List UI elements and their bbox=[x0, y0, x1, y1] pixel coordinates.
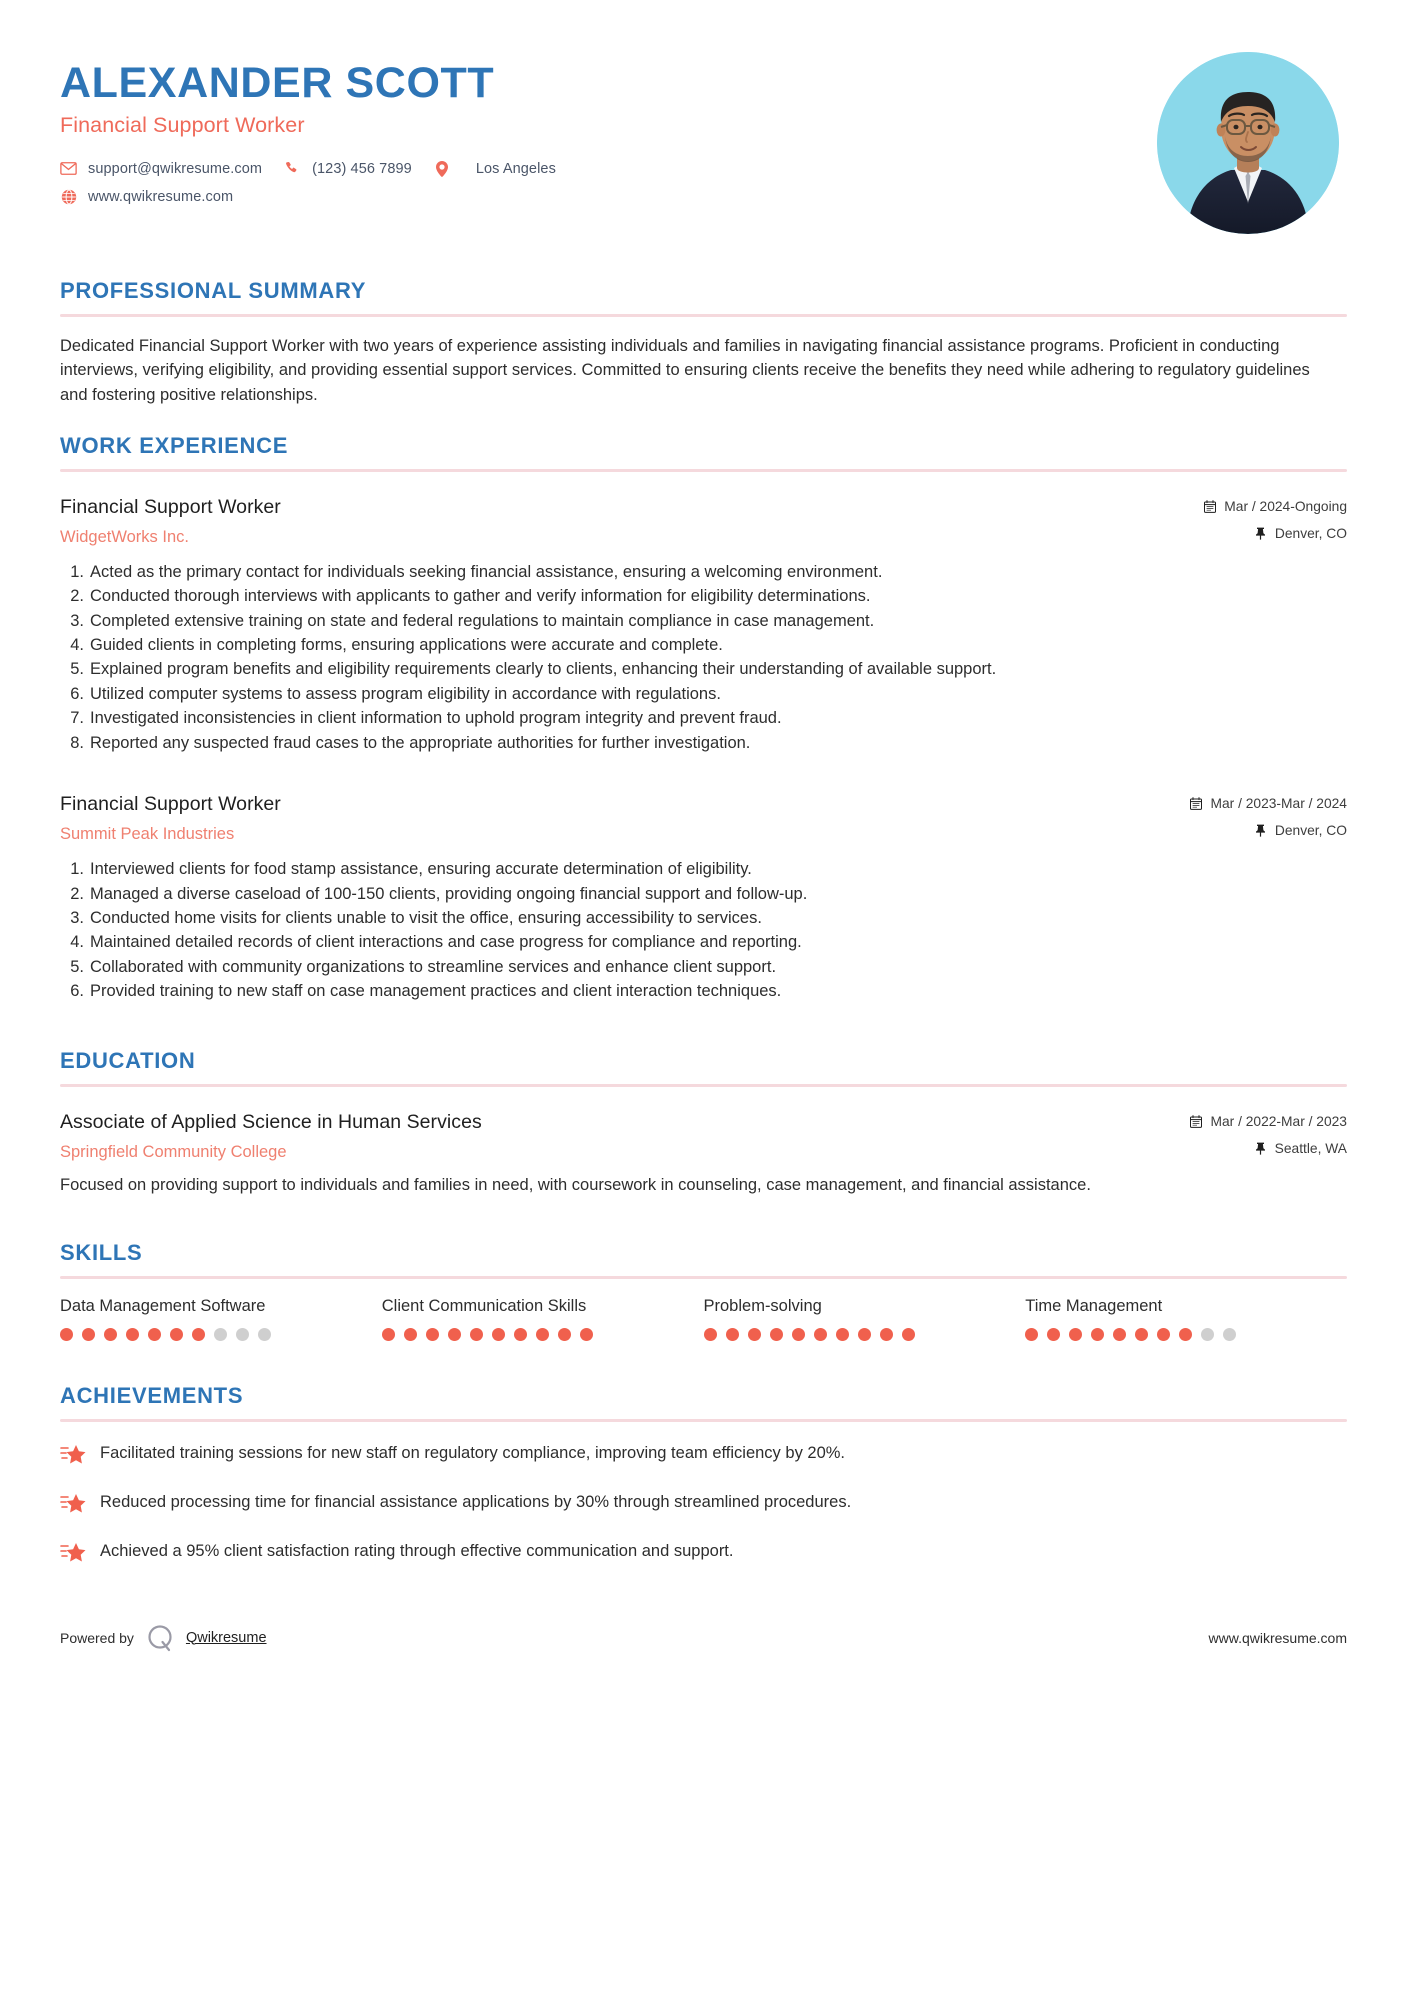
skill-dot-filled bbox=[404, 1328, 417, 1341]
list-item: Investigated inconsistencies in client information to uphold program integrity and prevent fraud. bbox=[90, 709, 782, 728]
skill-item bbox=[60, 1297, 382, 1341]
skill-label: Time Management bbox=[1025, 1296, 1163, 1315]
experience-bullet-list bbox=[60, 858, 1347, 1004]
section-title-summary: PROFESSIONAL SUMMARY bbox=[60, 278, 367, 303]
education-degree: Associate of Applied Science in Human Services bbox=[60, 1110, 482, 1133]
skills-grid bbox=[60, 1297, 1347, 1341]
skill-dot-filled bbox=[60, 1328, 73, 1341]
contact-row-primary bbox=[60, 160, 1157, 177]
experience-entry bbox=[60, 496, 1347, 755]
skill-dot-filled bbox=[726, 1328, 739, 1341]
qwikresume-link[interactable]: Qwikresume bbox=[185, 1629, 267, 1646]
skill-dot-empty bbox=[214, 1328, 227, 1341]
experience-entry-header bbox=[60, 793, 1347, 844]
list-item: Provided training to new staff on case management practices and client interaction techniques. bbox=[90, 982, 782, 1001]
section-education bbox=[60, 1048, 1347, 1198]
contact-info bbox=[60, 160, 1157, 205]
experience-dates-text: Mar / 2023-Mar / 2024 bbox=[1210, 796, 1347, 812]
achievement-item bbox=[60, 1442, 1347, 1467]
section-divider bbox=[60, 1276, 1347, 1279]
skill-rating bbox=[704, 1328, 1008, 1341]
skill-dot-filled bbox=[792, 1328, 805, 1341]
experience-company: WidgetWorks Inc. bbox=[60, 527, 189, 546]
skill-dot-empty bbox=[258, 1328, 271, 1341]
skill-dot-filled bbox=[492, 1328, 505, 1341]
skill-rating bbox=[1025, 1328, 1329, 1341]
skill-dot-filled bbox=[580, 1328, 593, 1341]
skill-item bbox=[704, 1297, 1026, 1341]
shooting-star-icon bbox=[60, 1443, 86, 1467]
list-item: Conducted thorough interviews with applicants to gather and verify information for eligibility determinations. bbox=[90, 587, 871, 606]
section-professional-summary bbox=[60, 278, 1347, 407]
skill-dot-filled bbox=[1025, 1328, 1038, 1341]
pushpin-icon bbox=[1254, 1141, 1268, 1155]
powered-by-label: Powered by bbox=[60, 1629, 134, 1646]
skill-dot-filled bbox=[902, 1328, 915, 1341]
avatar bbox=[1157, 52, 1339, 234]
achievement-text: Facilitated training sessions for new staff on regulatory compliance, improving team efficiency by 20%. bbox=[100, 1443, 846, 1462]
skill-dot-empty bbox=[236, 1328, 249, 1341]
pushpin-icon bbox=[1254, 824, 1268, 838]
skill-dot-filled bbox=[880, 1328, 893, 1341]
skill-dot-filled bbox=[104, 1328, 117, 1341]
skill-dot-filled bbox=[192, 1328, 205, 1341]
experience-dates-text: Mar / 2024-Ongoing bbox=[1224, 498, 1347, 514]
experience-role: Financial Support Worker bbox=[60, 495, 281, 518]
skill-label: Problem-solving bbox=[703, 1296, 822, 1315]
contact-website[interactable] bbox=[60, 188, 233, 205]
shooting-star-icon bbox=[60, 1492, 86, 1516]
skill-dot-empty bbox=[1201, 1328, 1214, 1341]
section-title-experience: WORK EXPERIENCE bbox=[60, 432, 289, 458]
resume-header bbox=[60, 52, 1347, 252]
education-location bbox=[1189, 1141, 1347, 1156]
list-item: Interviewed clients for food stamp assistance, ensuring accurate determination of eligibility. bbox=[90, 860, 752, 879]
skill-dot-filled bbox=[470, 1328, 483, 1341]
experience-entry-left bbox=[60, 793, 1189, 844]
page-title: ALEXANDER SCOTT bbox=[60, 59, 495, 107]
skill-rating bbox=[60, 1328, 364, 1341]
list-item: Managed a diverse caseload of 100-150 clients, providing ongoing financial support and follow-up. bbox=[90, 884, 808, 903]
skill-dot-filled bbox=[1047, 1328, 1060, 1341]
education-entry-meta bbox=[1189, 1111, 1347, 1156]
footer-website: www.qwikresume.com bbox=[1208, 1629, 1347, 1646]
section-divider bbox=[60, 469, 1347, 472]
header-left-block bbox=[60, 52, 1157, 216]
page-footer bbox=[60, 1623, 1347, 1693]
experience-entry-meta bbox=[1189, 793, 1347, 838]
skill-dot-filled bbox=[426, 1328, 439, 1341]
skill-dot-filled bbox=[1091, 1328, 1104, 1341]
list-item: Collaborated with community organizations to streamline services and enhance client support. bbox=[90, 957, 777, 976]
education-dates bbox=[1189, 1114, 1347, 1129]
skill-label: Data Management Software bbox=[60, 1296, 266, 1315]
section-work-experience bbox=[60, 433, 1347, 1004]
education-school: Springfield Community College bbox=[60, 1142, 287, 1161]
experience-location-text: Denver, CO bbox=[1274, 823, 1347, 839]
skill-rating bbox=[382, 1328, 686, 1341]
section-skills bbox=[60, 1240, 1347, 1341]
achievement-text: Achieved a 95% client satisfaction rating through effective communication and support. bbox=[100, 1541, 734, 1560]
section-divider bbox=[60, 1419, 1347, 1422]
skill-dot-filled bbox=[814, 1328, 827, 1341]
list-item: Maintained detailed records of client interactions and case progress for compliance and reporting. bbox=[90, 933, 802, 952]
contact-website-text: www.qwikresume.com bbox=[88, 188, 234, 205]
skill-dot-filled bbox=[1157, 1328, 1170, 1341]
achievements-list bbox=[60, 1442, 1347, 1565]
experience-location bbox=[1189, 823, 1347, 838]
experience-dates bbox=[1203, 499, 1347, 514]
skill-item bbox=[1025, 1297, 1347, 1341]
section-title-education: EDUCATION bbox=[60, 1047, 196, 1073]
skill-dot-filled bbox=[836, 1328, 849, 1341]
experience-dates bbox=[1189, 796, 1347, 811]
skill-dot-filled bbox=[858, 1328, 871, 1341]
phone-icon bbox=[284, 160, 301, 177]
globe-icon bbox=[60, 188, 77, 205]
skill-dot-empty bbox=[1223, 1328, 1236, 1341]
skill-dot-filled bbox=[704, 1328, 717, 1341]
skill-dot-filled bbox=[748, 1328, 761, 1341]
section-divider bbox=[60, 314, 1347, 317]
section-title-skills: SKILLS bbox=[60, 1239, 143, 1265]
calendar-icon bbox=[1203, 499, 1217, 513]
experience-role: Financial Support Worker bbox=[60, 793, 281, 816]
contact-email-text: support@qwikresume.com bbox=[88, 160, 263, 177]
achievement-item bbox=[60, 1491, 1347, 1516]
list-item: Reported any suspected fraud cases to the appropriate authorities for further investigation. bbox=[90, 733, 751, 752]
shooting-star-icon bbox=[60, 1541, 86, 1565]
list-item: Completed extensive training on state and federal regulations to maintain compliance in case management. bbox=[90, 611, 875, 630]
calendar-icon bbox=[1189, 1114, 1203, 1128]
education-description: Focused on providing support to individuals and families in need, with coursework in counseling, case management, and financial assistance. bbox=[60, 1175, 1091, 1194]
contact-phone[interactable] bbox=[284, 160, 412, 177]
experience-company: Summit Peak Industries bbox=[60, 825, 235, 844]
skill-dot-filled bbox=[536, 1328, 549, 1341]
contact-location bbox=[434, 160, 556, 177]
list-item: Conducted home visits for clients unable to visit the office, ensuring accessibility to services. bbox=[90, 908, 762, 927]
skill-dot-filled bbox=[382, 1328, 395, 1341]
section-divider bbox=[60, 1084, 1347, 1087]
experience-bullet-list bbox=[60, 561, 1347, 755]
education-dates-text: Mar / 2022-Mar / 2023 bbox=[1210, 1113, 1347, 1129]
skill-dot-filled bbox=[1135, 1328, 1148, 1341]
skill-dot-filled bbox=[558, 1328, 571, 1341]
skill-dot-filled bbox=[1113, 1328, 1126, 1341]
achievement-item bbox=[60, 1540, 1347, 1565]
skill-dot-filled bbox=[82, 1328, 95, 1341]
skill-dot-filled bbox=[1069, 1328, 1082, 1341]
map-pin-icon bbox=[434, 160, 451, 177]
contact-email[interactable] bbox=[60, 160, 262, 177]
list-item: Explained program benefits and eligibility requirements clearly to clients, enhancing their understanding of available support. bbox=[90, 660, 997, 679]
experience-location-text: Denver, CO bbox=[1274, 525, 1347, 541]
experience-entry-left bbox=[60, 496, 1203, 547]
experience-entry bbox=[60, 793, 1347, 1004]
summary-text: Dedicated Financial Support Worker with two years of experience assisting individuals and families in navigating financial assistance programs. Proficient in conducting interviews, verifying eligibility, and providing essential support services. Committed to ensuring clients receive the benefits they need while adhering to regulatory guidelines and fostering positive relationships. bbox=[60, 337, 1310, 404]
education-entry-header bbox=[60, 1111, 1347, 1162]
qwikresume-logo-icon bbox=[146, 1623, 176, 1653]
skill-dot-filled bbox=[148, 1328, 161, 1341]
experience-entry-header bbox=[60, 496, 1347, 547]
skill-dot-filled bbox=[448, 1328, 461, 1341]
skill-dot-filled bbox=[770, 1328, 783, 1341]
education-entry bbox=[60, 1111, 1347, 1198]
education-entry-left bbox=[60, 1111, 1189, 1162]
education-location-text: Seattle, WA bbox=[1274, 1140, 1347, 1156]
experience-location bbox=[1203, 526, 1347, 541]
list-item: Acted as the primary contact for individuals seeking financial assistance, ensuring a welcoming environment. bbox=[90, 562, 883, 581]
experience-entry-meta bbox=[1203, 496, 1347, 541]
footer-branding bbox=[60, 1623, 267, 1653]
job-title: Financial Support Worker bbox=[60, 113, 305, 138]
contact-row-secondary bbox=[60, 188, 1157, 205]
skill-dot-filled bbox=[1179, 1328, 1192, 1341]
list-item: Utilized computer systems to assess program eligibility in accordance with regulations. bbox=[90, 684, 721, 703]
list-item: Guided clients in completing forms, ensuring applications were accurate and complete. bbox=[90, 636, 723, 655]
achievement-text: Reduced processing time for financial assistance applications by 30% through streamlined procedures. bbox=[100, 1492, 852, 1511]
section-achievements bbox=[60, 1383, 1347, 1565]
skill-dot-filled bbox=[514, 1328, 527, 1341]
contact-location-text: Los Angeles bbox=[475, 160, 556, 177]
skill-dot-filled bbox=[126, 1328, 139, 1341]
skill-dot-filled bbox=[170, 1328, 183, 1341]
envelope-icon bbox=[60, 160, 77, 177]
calendar-icon bbox=[1189, 797, 1203, 811]
contact-phone-text: (123) 456 7899 bbox=[312, 160, 412, 177]
section-title-achievements: ACHIEVEMENTS bbox=[60, 1382, 244, 1408]
skill-item bbox=[382, 1297, 704, 1341]
pushpin-icon bbox=[1254, 526, 1268, 540]
skill-label: Client Communication Skills bbox=[381, 1296, 587, 1315]
